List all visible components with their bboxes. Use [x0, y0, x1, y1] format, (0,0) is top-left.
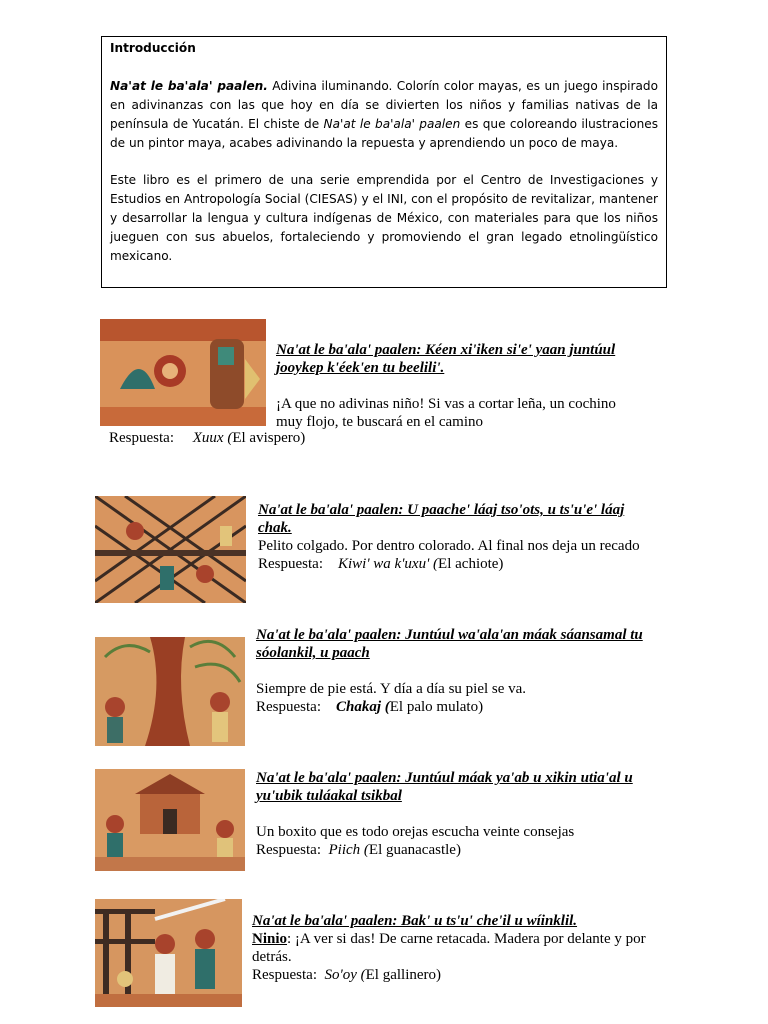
- maya-painting-2: [95, 496, 246, 603]
- maya-painting-1: [100, 319, 266, 426]
- riddle-lead: Ninio: [252, 931, 288, 947]
- riddle-2-text: [258, 501, 653, 573]
- riddle-title: Na'at le ba'ala' paalen: Bak' u ts'u' che'il u wíinklil.: [252, 913, 578, 929]
- riddle-title: Na'at le ba'ala' paalen: Kéen xi'iken si'e' yaan juntúul jooykep k'éek'en tu beelili'.: [276, 342, 616, 376]
- maya-painting-4: [95, 769, 245, 871]
- riddle-answer: Respuesta: Chakaj (El palo mulato): [256, 699, 484, 715]
- riddle-question: Un boxito que es todo orejas escucha veinte consejas: [256, 824, 575, 840]
- riddle-answer: Respuesta: So'oy (El gallinero): [252, 967, 442, 983]
- riddle-answer: Respuesta: Piich (El guanacastle): [256, 842, 461, 858]
- riddle-question: ¡A que no adivinas niño! Si vas a cortar leña, un cochino muy flojo, te buscará en el camino: [276, 396, 616, 430]
- intro-paragraph-2: Este libro es el primero de una serie emprendida por el Centro de Investigaciones y Estudios en Antropología Social (CIESAS) y el INI, con el propósito de revitalizar, mantener y desarrollar la lengua y cultura indígenas de México, con materiales para que los niños jueguen con sus abuelos, fortaleciendo y promoviendo el gran legado etnolingüístico mexicano.: [110, 173, 658, 263]
- riddle-question: Siempre de pie está. Y día a día su piel se va.: [256, 681, 527, 697]
- riddle-5-text: [252, 912, 647, 984]
- intro-title: Introducción: [110, 41, 196, 55]
- riddle-1-answer: Respuesta: Xuux (El avispero): [109, 430, 306, 446]
- maya-painting-5: [95, 899, 242, 1007]
- intro-box: [101, 36, 667, 288]
- intro-lead: Na'at le ba'ala' paalen.: [110, 78, 268, 93]
- riddle-question: Ninio: ¡A ver si das! De carne retacada. Madera por delante y por detrás.: [252, 931, 646, 965]
- riddle-title: Na'at le ba'ala' paalen: Juntúul máak ya'ab u xikin utia'al u yu'ubik tuláakal tsikbal: [256, 770, 633, 804]
- riddle-answer: Respuesta: Kiwi' wa k'uxu' (El achiote): [258, 556, 504, 572]
- maya-painting-3: [95, 637, 245, 746]
- riddle-question: Pelito colgado. Por dentro colorado. Al final nos deja un recado: [258, 538, 640, 554]
- riddle-1-text: [276, 341, 646, 431]
- riddle-title: Na'at le ba'ala' paalen: U paache' láaj tso'ots, u ts'u'e' láaj chak.: [258, 502, 625, 536]
- riddle-4-text: [256, 769, 656, 859]
- riddle-title: Na'at le ba'ala' paalen: Juntúul wa'ala'an máak sáansamal tu sóolankil, u paach: [256, 627, 643, 661]
- intro-paragraph-1: Na'at le ba'ala' paalen. Adivina iluminando. Colorín color mayas, es un juego inspirado en adivinanzas con las que hoy en día se divierten los niños y familias nativas de la península de Yucatán. El chiste de Na'at le ba'ala' paalen es que coloreando ilustraciones de un pintor maya, acabes adivinando la repuesta y aprendiendo un poco de maya.: [110, 78, 659, 150]
- riddle-3-text: [256, 626, 656, 716]
